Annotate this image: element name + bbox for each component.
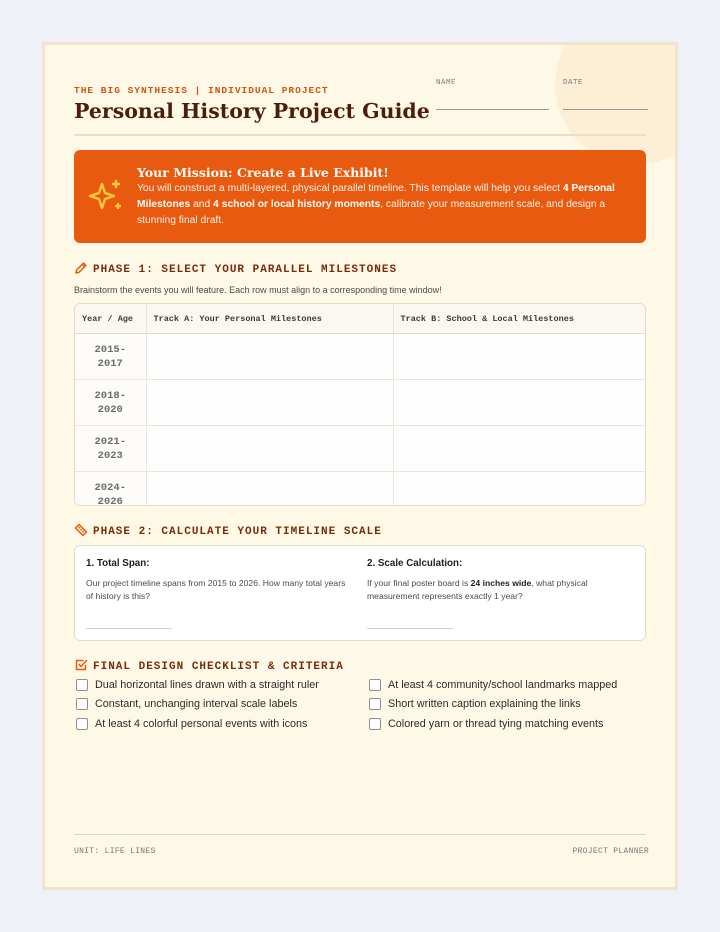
track-a-cell[interactable] [146,334,393,380]
header-divider [74,134,646,136]
checkbox-icon [74,658,88,676]
total-span-question [86,558,348,603]
date-label: DATE [563,79,584,87]
date-line [563,109,648,110]
track-b-cell[interactable] [393,380,645,426]
name-field[interactable] [436,79,456,87]
scale-calc-answer-line[interactable] [367,628,453,629]
name-label: NAME [436,79,457,87]
mission-text: You will construct a multi-layered, physical parallel timeline. This template will help you select 4 Personal Milestones and 4 school or local history moments, calibrate your measurement scale, and design a stunning final draft. [137,183,615,226]
page-title: Personal History Project Guide [74,99,430,123]
checklist-item[interactable] [76,718,307,730]
checklist-item-label: Short written caption explaining the links [388,698,581,710]
checklist-item[interactable] [76,679,319,691]
date-field[interactable] [563,79,583,87]
track-a-cell[interactable] [146,426,393,472]
table-row [75,334,645,380]
decorative-circle [555,42,678,165]
worksheet-page [42,42,678,890]
milestones-table [74,303,646,506]
footer-divider [74,834,646,835]
year-cell: 2015- 2017 [75,334,146,380]
checkbox[interactable] [369,718,381,730]
column-header-track-b: Track B: School & Local Milestones [393,304,645,334]
track-b-cell[interactable] [393,472,645,507]
checklist-item[interactable] [369,718,603,730]
checklist-item[interactable] [76,698,297,710]
checklist-heading [74,658,344,676]
scale-card [74,545,646,641]
checklist-title: FINAL DESIGN CHECKLIST & CRITERIA [93,661,344,673]
phase2-heading [74,523,382,541]
ruler-icon [74,523,88,541]
phase1-heading [74,261,397,279]
total-span-text: Our project timeline spans from 2015 to 2026. How many total years of history is this? [86,578,346,601]
checklist-item[interactable] [369,679,617,691]
phase1-title: PHASE 1: SELECT YOUR PARALLEL MILESTONES [93,264,398,276]
pencil-icon [74,261,88,279]
footer-unit: UNIT: LIFE LINES [74,847,156,856]
total-span-title: 1. Total Span: [86,558,150,569]
phase1-subtext: Brainstorm the events you will feature. Each row must align to a corresponding time window! [74,285,442,295]
year-cell: 2018- 2020 [75,380,146,426]
track-a-cell[interactable] [146,472,393,507]
phase2-title: PHASE 2: CALCULATE YOUR TIMELINE SCALE [93,526,382,538]
checkbox[interactable] [369,698,381,710]
checkbox[interactable] [369,679,381,691]
checklist-item-label: Dual horizontal lines drawn with a straight ruler [95,679,319,691]
column-header-year: Year / Age [75,304,146,334]
footer-planner: PROJECT PLANNER [572,847,649,856]
mission-title: Your Mission: Create a Live Exhibit! [137,165,389,180]
checklist-item-label: Colored yarn or thread tying matching events [388,718,604,730]
table-row [75,426,645,472]
table-row [75,380,645,426]
checkbox[interactable] [76,679,88,691]
scale-calc-text: If your final poster board is 24 inches wide, what physical measurement represents exactly 1 year? [367,578,588,601]
checkbox[interactable] [76,698,88,710]
table-row [75,472,645,507]
checklist-item-label: At least 4 community/school landmarks mapped [388,679,618,691]
table-header-row [75,304,645,334]
column-header-track-a: Track A: Your Personal Milestones [146,304,393,334]
total-span-answer-line[interactable] [86,628,172,629]
track-b-cell[interactable] [393,426,645,472]
checkbox[interactable] [76,718,88,730]
checklist-item-label: At least 4 colorful personal events with icons [95,718,308,730]
year-cell: 2024- 2026 [75,472,146,507]
track-b-cell[interactable] [393,334,645,380]
scale-calc-question [367,558,629,603]
checklist-item[interactable] [369,698,581,710]
eyebrow-label: THE BIG SYNTHESIS | INDIVIDUAL PROJECT [74,85,329,96]
mission-banner [74,150,646,243]
sparkles-icon [88,178,124,219]
year-cell: 2021- 2023 [75,426,146,472]
checklist-item-label: Constant, unchanging interval scale labels [95,698,298,710]
scale-calc-title: 2. Scale Calculation: [367,558,463,569]
track-a-cell[interactable] [146,380,393,426]
name-line [436,109,549,110]
